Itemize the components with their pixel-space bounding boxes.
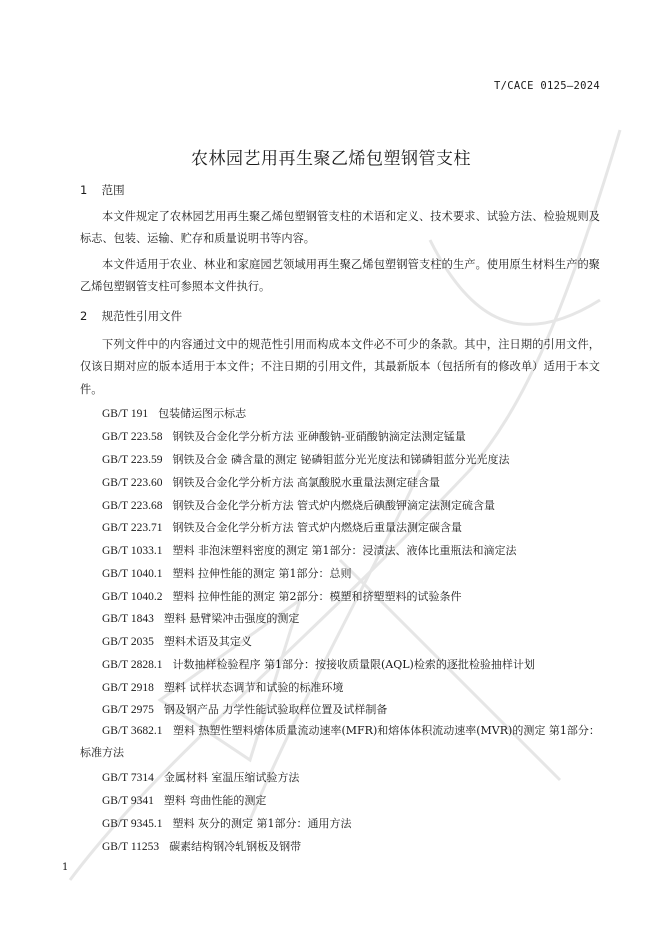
section-heading-normative-references xyxy=(80,308,182,324)
reference-code: GB/T 2975 xyxy=(102,704,154,716)
reference-item xyxy=(102,474,440,490)
reference-item xyxy=(102,656,535,672)
references-intro-paragraph: 下列文件中的内容通过文中的规范性引用而构成本文件必不可少的条款。其中，注日期的引用文件，仅该日期对应的版本适用于本文件；不注日期的引用文件，其最新版本（包括所有的修改单）适用于本文件。 xyxy=(80,338,600,396)
reference-item xyxy=(102,519,462,535)
section-number: 2 xyxy=(80,309,88,323)
reference-name: 钢铁及合金化学分析方法 管式炉内燃烧后重量法测定碳含量 xyxy=(172,521,462,534)
reference-name: 钢铁及合金化学分析方法 亚砷酸钠-亚硝酸钠滴定法测定锰量 xyxy=(172,430,466,443)
reference-code: GB/T 1843 xyxy=(102,613,154,625)
reference-name: 碳素结构钢冷轧钢板及钢带 xyxy=(169,840,302,853)
reference-item xyxy=(102,542,517,558)
reference-code: GB/T 2828.1 xyxy=(102,659,163,671)
reference-name: 钢铁及合金化学分析方法 高氯酸脱水重量法测定硅含量 xyxy=(172,476,440,489)
reference-item xyxy=(102,428,466,444)
reference-name: 塑料 悬臂梁冲击强度的测定 xyxy=(163,612,300,625)
reference-name: 计数抽样检验程序 第1部分：按接收质量限(AQL)检索的逐批检验抽样计划 xyxy=(172,658,535,671)
reference-code: GB/T 1033.1 xyxy=(102,545,163,557)
reference-code: GB/T 7314 xyxy=(102,772,154,784)
reference-name: 钢铁及合金 磷含量的测定 铋磷钼蓝分光光度法和锑磷钼蓝分光光度法 xyxy=(172,453,510,466)
reference-name: 塑料 非泡沫塑料密度的测定 第1部分：浸渍法、液体比重瓶法和滴定法 xyxy=(172,544,517,557)
reference-item xyxy=(102,679,343,695)
section-heading-scope xyxy=(80,182,125,198)
reference-name: 塑料 拉伸性能的测定 第2部分：模塑和挤塑塑料的试验条件 xyxy=(172,590,462,603)
reference-code: GB/T 223.59 xyxy=(102,454,163,466)
reference-item xyxy=(102,588,462,604)
page-number: 1 xyxy=(62,862,69,873)
section-title: 规范性引用文件 xyxy=(101,309,183,323)
reference-item xyxy=(102,633,252,649)
reference-item xyxy=(102,792,266,808)
reference-item xyxy=(102,610,299,626)
reference-code: GB/T 191 xyxy=(102,408,149,420)
reference-item xyxy=(102,565,352,581)
reference-name: 塑料 拉伸性能的测定 第1部分：总则 xyxy=(172,567,352,580)
reference-code: GB/T 9341 xyxy=(102,795,154,807)
reference-item xyxy=(102,769,299,785)
reference-name: 塑料 热塑性塑料熔体质量流动速率(MFR)和熔体体积流动速率(MVR)的测定 第1部分：标准方法 xyxy=(80,724,600,760)
reference-code: GB/T 2035 xyxy=(102,636,154,648)
reference-name: 钢及钢产品 力学性能试验取样位置及试样制备 xyxy=(163,703,388,716)
reference-item xyxy=(102,815,352,831)
reference-code: GB/T 223.68 xyxy=(102,500,163,512)
reference-code: GB/T 223.60 xyxy=(102,477,163,489)
reference-name: 金属材料 室温压缩试验方法 xyxy=(163,771,300,784)
reference-item xyxy=(102,405,246,421)
reference-code: GB/T 2918 xyxy=(102,682,154,694)
reference-name: 钢铁及合金化学分析方法 管式炉内燃烧后碘酸钾滴定法测定硫含量 xyxy=(172,499,495,512)
reference-name: 塑料术语及其定义 xyxy=(163,635,252,648)
document-id: T/CACE 0125—2024 xyxy=(494,80,600,92)
reference-code: GB/T 223.58 xyxy=(102,431,163,443)
reference-code: GB/T 223.71 xyxy=(102,522,163,534)
reference-code: GB/T 1040.1 xyxy=(102,568,163,580)
reference-item xyxy=(102,701,387,717)
document-title: 农林园艺用再生聚乙烯包塑钢管支柱 xyxy=(191,149,471,169)
section-number: 1 xyxy=(80,183,88,197)
reference-name: 塑料 试样状态调节和试验的标准环境 xyxy=(163,681,344,694)
reference-item xyxy=(102,838,301,854)
reference-item xyxy=(102,497,495,513)
scope-paragraph-2: 本文件适用于农业、林业和家庭园艺领域用再生聚乙烯包塑钢管支柱的生产。使用原生材料生产的聚乙烯包塑钢管支柱可参照本文件执行。 xyxy=(80,258,600,294)
reference-name: 塑料 灰分的测定 第1部分：通用方法 xyxy=(172,817,352,830)
reference-code: GB/T 3682.1 xyxy=(102,725,163,737)
reference-item-wrapped xyxy=(80,720,600,765)
reference-code: GB/T 1040.2 xyxy=(102,591,163,603)
scope-paragraph-1: 本文件规定了农林园艺用再生聚乙烯包塑钢管支柱的术语和定义、技术要求、试验方法、检验规则及标志、包装、运输、贮存和质量说明书等内容。 xyxy=(80,210,600,246)
reference-item xyxy=(102,451,510,467)
reference-name: 包装储运图示标志 xyxy=(158,407,247,420)
section-title: 范围 xyxy=(101,183,125,197)
reference-code: GB/T 11253 xyxy=(102,841,160,853)
reference-code: GB/T 9345.1 xyxy=(102,818,163,830)
reference-name: 塑料 弯曲性能的测定 xyxy=(163,794,267,807)
